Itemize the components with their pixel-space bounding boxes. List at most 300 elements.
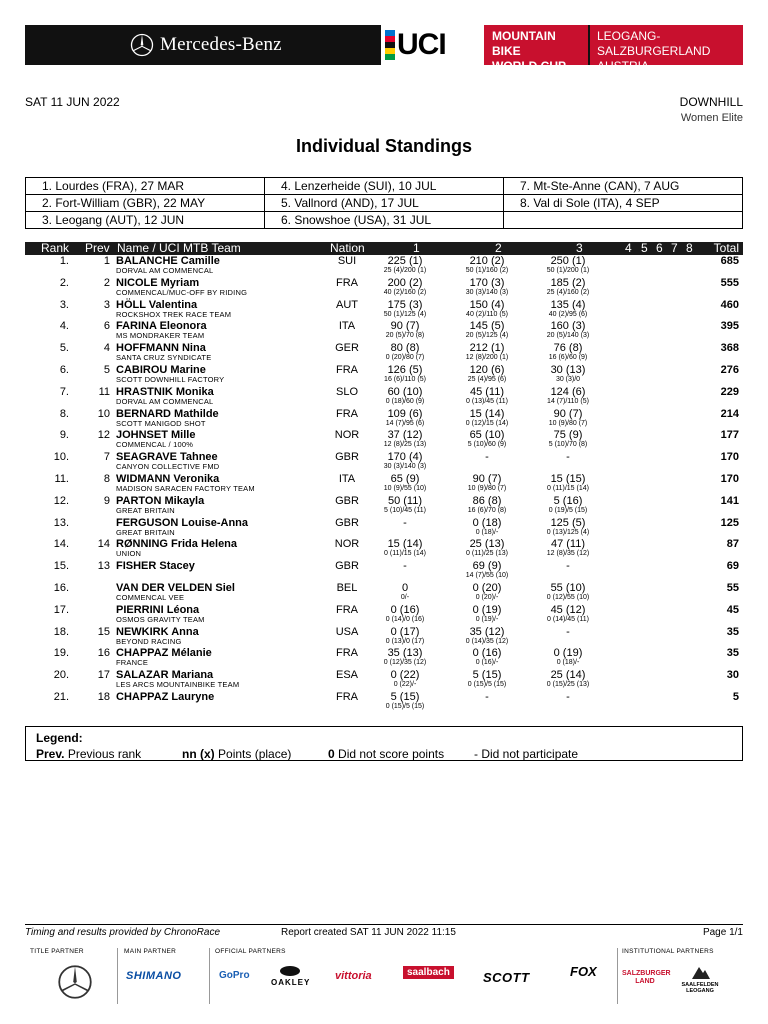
table-row (25, 647, 743, 669)
legend-prev (36, 747, 141, 761)
race2-detail: 10 (9)/80 (7) (467, 484, 507, 492)
rank-cell: 7. (59, 385, 69, 398)
race3-points: 47 (11) (550, 538, 586, 551)
team-name: DORVAL AM COMMENCAL (116, 266, 214, 275)
rider-name: RØNNING Frida Helena (116, 538, 238, 551)
table-row (25, 342, 743, 364)
race1-points: 50 (11) (387, 494, 423, 507)
race3-detail: 0 (12)/55 (10) (546, 593, 590, 601)
table-row (25, 626, 743, 648)
race1-points: 109 (6) (387, 407, 423, 420)
race2-detail: 50 (1)/160 (2) (465, 267, 509, 274)
table-row (25, 364, 743, 386)
race3-points: 250 (1) (550, 255, 586, 267)
table-row (25, 277, 743, 299)
race3-points: 25 (14) (550, 669, 586, 682)
nation-cell: FRA (336, 690, 358, 703)
race2-detail: 0 (11)/25 (13) (466, 550, 508, 558)
table-row (25, 408, 743, 430)
rank-cell: 17. (53, 603, 69, 616)
race3-detail: 12 (8)/35 (12) (546, 550, 590, 558)
rider-name: FERGUSON Louise-Anna (116, 516, 249, 529)
footer-report: Report created SAT 11 JUN 2022 11:15 (281, 927, 456, 938)
nation-cell: FRA (336, 363, 358, 376)
rider-name: BERNARD Mathilde (116, 407, 219, 420)
rider-name: HOFFMANN Nina (116, 342, 206, 355)
gopro-logo: GoPro (219, 970, 250, 981)
prev-rank-cell: 10 (97, 407, 110, 420)
table-row (25, 517, 743, 539)
col-race5-header: 5 (641, 241, 648, 255)
rank-cell: 19. (53, 647, 69, 660)
total-points: 55 (726, 581, 739, 594)
footer-page: Page 1/1 (702, 927, 743, 938)
race2-detail: 0 (18)/- (475, 528, 499, 536)
race1-detail: 0 (14)/0 (16) (385, 615, 425, 623)
series-line-1: MOUNTAIN BIKE (492, 29, 556, 58)
race2-points: 69 (9) (472, 560, 502, 573)
team-name: COMMENCAL/MUC-OFF BY RIDING (116, 287, 248, 297)
saalfelden-mountain-icon (691, 964, 711, 980)
col-race6-header: 6 (656, 241, 663, 255)
nation-cell: BEL (336, 581, 358, 594)
rank-cell: 10. (53, 451, 69, 464)
race2-points: 0 (19) (472, 603, 502, 616)
nation-cell: ITA (338, 320, 356, 333)
rank-cell: 18. (53, 625, 69, 638)
race1-points: 225 (1) (387, 255, 423, 267)
race3-detail: 0 (19)/5 (15) (548, 506, 588, 514)
team-name: SCOTT DOWNHILL FACTORY (116, 374, 225, 384)
standings-rows (25, 255, 743, 713)
race3-points: 15 (15) (550, 472, 586, 485)
race1-points: 0 (16) (390, 603, 420, 616)
race2-points: 15 (14) (469, 407, 505, 420)
col-race3-header: 3 (576, 241, 583, 255)
race2-detail: 0 (14)/35 (12) (465, 637, 509, 645)
rider-name: HÖLL Valentina (116, 298, 198, 311)
race1-detail: 40 (2)/160 (2) (383, 288, 427, 296)
race-cell: 1. Lourdes (FRA), 27 MAR (26, 178, 265, 195)
race1-points: 0 (401, 581, 409, 594)
rider-name: BALANCHE Camille (116, 255, 220, 267)
team-name: LES ARCS MOUNTAINBIKE TEAM (116, 680, 240, 690)
race-cell: 8. Val di Sole (ITA), 4 SEP (504, 195, 743, 212)
race3-detail: 0 (11)/15 (14) (547, 484, 589, 492)
team-name: MS MONDRAKER TEAM (116, 331, 205, 341)
legend-zero (328, 747, 444, 761)
prev-rank-cell: 3 (103, 298, 110, 311)
table-row (25, 299, 743, 321)
col-race8-header: 8 (686, 241, 693, 255)
legend-dash: - Did not participate (474, 747, 579, 761)
race3-points: 90 (7) (553, 407, 583, 420)
rider-name: PIERRINI Léona (116, 603, 200, 616)
race1-points: - (403, 516, 407, 529)
nation-cell: FRA (336, 276, 358, 289)
total-points: 685 (720, 255, 739, 267)
race3-points: 0 (19) (553, 647, 583, 660)
prev-rank-cell: 16 (97, 647, 110, 660)
legend-points-key: nn (x) (182, 747, 215, 761)
rider-name: CABIROU Marine (116, 363, 206, 376)
nation-cell: SLO (335, 385, 358, 398)
table-row (25, 473, 743, 495)
col-rank-header: Rank (41, 241, 70, 255)
race3-points: 124 (6) (550, 385, 586, 398)
race1-detail: 12 (8)/25 (13) (383, 441, 427, 449)
saalfelden-logo: SAALFELDEN LEOGANG (681, 982, 719, 994)
race2-detail: 16 (6)/70 (8) (467, 506, 507, 514)
race-calendar-row (26, 195, 743, 212)
race2-detail: 0 (19)/- (475, 615, 499, 623)
institutional-partners-label: INSTITUTIONAL PARTNERS (622, 948, 714, 955)
total-points: 35 (726, 647, 739, 660)
prev-rank-cell: 4 (103, 342, 110, 355)
race-calendar-table (25, 177, 743, 229)
race3-detail: 25 (4)/160 (2) (546, 288, 590, 296)
col-race1-header: 1 (413, 241, 420, 255)
venue-line-1: LEOGANG-SALZBURGERLAND (597, 29, 711, 58)
rank-cell: 12. (53, 494, 69, 507)
oakley-logo: OAKLEY (271, 978, 311, 987)
col-race7-header: 7 (671, 241, 678, 255)
race2-points: 35 (12) (469, 625, 505, 638)
race1-points: 35 (13) (387, 647, 423, 660)
title-partner-label: TITLE PARTNER (30, 948, 84, 955)
total-points: 460 (720, 298, 739, 311)
race3-points: - (566, 625, 570, 638)
race1-detail: 5 (10)/45 (11) (384, 506, 426, 514)
race2-points: - (485, 690, 489, 703)
total-points: 87 (726, 538, 739, 551)
race1-detail: 0 (20)/80 (7) (385, 354, 425, 362)
sponsor-name: Mercedes-Benz (160, 34, 282, 55)
race1-detail: 0 (13)/0 (17) (385, 637, 425, 645)
category: Women Elite (680, 112, 743, 124)
race1-points: 0 (22) (390, 669, 420, 682)
rider-name: NICOLE Myriam (116, 276, 200, 289)
prev-rank-cell: 6 (103, 320, 110, 333)
saalbach-logo: saalbach (403, 966, 454, 979)
race-cell: 5. Vallnord (AND), 17 JUL (265, 195, 504, 212)
race3-points: 45 (12) (550, 603, 586, 616)
col-prev-header: Prev (85, 241, 110, 255)
team-name: DORVAL AM COMMENCAL (116, 396, 214, 406)
rank-cell: 20. (53, 669, 69, 682)
col-nation-header: Nation (330, 241, 365, 255)
race1-detail: 0 (22)/- (393, 681, 417, 689)
nation-cell: GBR (335, 560, 359, 573)
race2-detail: 20 (5)/125 (4) (465, 332, 509, 340)
rank-cell: 3. (59, 298, 69, 311)
table-row (25, 320, 743, 342)
prev-rank-cell: 17 (97, 669, 110, 682)
rider-name: FISHER Stacey (116, 560, 195, 573)
nation-cell: FRA (336, 407, 358, 420)
race2-points: 145 (5) (469, 320, 505, 333)
race1-points: 80 (8) (390, 342, 420, 355)
team-name: GREAT BRITAIN (116, 527, 175, 537)
race1-detail: 50 (1)/125 (4) (383, 310, 427, 318)
rank-cell: 15. (53, 560, 69, 573)
table-row (25, 495, 743, 517)
rank-cell: 16. (53, 581, 69, 594)
prev-rank-cell: 12 (97, 429, 110, 442)
race-calendar-row (26, 212, 743, 229)
race3-points: 76 (8) (553, 342, 583, 355)
race2-points: 5 (15) (472, 669, 502, 682)
nation-cell: GBR (335, 451, 359, 464)
total-points: 141 (720, 494, 739, 507)
total-points: 170 (720, 451, 739, 464)
total-points: 45 (726, 603, 739, 616)
race1-points: - (403, 560, 407, 573)
team-name: COMMENCAL / 100% (116, 440, 194, 450)
rank-cell: 2. (59, 276, 69, 289)
race-cell: 3. Leogang (AUT), 12 JUN (26, 212, 265, 229)
race3-detail: 20 (5)/140 (3) (546, 332, 590, 340)
race-calendar-row (26, 178, 743, 195)
race-cell: 6. Snowshoe (USA), 31 JUL (265, 212, 504, 229)
rank-cell: 11. (54, 472, 69, 485)
oakley-ellipse-icon (279, 965, 301, 977)
race3-detail: 50 (1)/200 (1) (546, 267, 590, 274)
race3-detail: 14 (7)/110 (5) (547, 397, 589, 405)
team-name: COMMENCAL VEE (116, 592, 185, 602)
race1-detail: 10 (9)/55 (10) (383, 484, 427, 492)
total-points: 214 (720, 407, 739, 420)
race-cell: 2. Fort-William (GBR), 22 MAY (26, 195, 265, 212)
mercedes-logo (130, 31, 282, 59)
race1-points: 0 (17) (390, 625, 420, 638)
footer-divider (25, 924, 743, 925)
rank-cell: 13. (53, 516, 69, 529)
race2-detail: 30 (3)/140 (3) (465, 288, 509, 296)
nation-cell: FRA (336, 603, 358, 616)
race3-detail: 0 (15)/25 (13) (546, 681, 590, 689)
race3-detail: 10 (9)/80 (7) (548, 419, 588, 427)
race-cell: 7. Mt-Ste-Anne (CAN), 7 AUG (504, 178, 743, 195)
col-race2-header: 2 (495, 241, 502, 255)
total-points: 30 (726, 669, 739, 682)
team-name: BEYOND RACING (116, 636, 182, 646)
nation-cell: AUT (336, 298, 358, 311)
race2-points: 0 (18) (472, 516, 502, 529)
main-partner-label: MAIN PARTNER (124, 948, 177, 955)
race2-points: 65 (10) (469, 429, 505, 442)
nation-cell: NOR (334, 538, 360, 551)
prev-rank-cell: 11 (98, 385, 110, 398)
race3-detail: 30 (3)/0 (555, 375, 581, 383)
table-row (25, 691, 743, 713)
race2-points: 170 (3) (469, 276, 505, 289)
race3-points: 185 (2) (550, 276, 586, 289)
team-name: MADISON SARACEN FACTORY TEAM (116, 483, 255, 493)
table-row (25, 451, 743, 473)
prev-rank-cell: 15 (97, 625, 110, 638)
rider-name: SALAZAR Mariana (116, 669, 214, 682)
race1-detail: 20 (5)/70 (8) (385, 332, 425, 340)
standings-table (25, 242, 743, 713)
rider-name: PARTON Mikayla (116, 494, 205, 507)
legend-zero-text: Did not score points (338, 747, 445, 761)
race3-points: 55 (10) (550, 581, 586, 594)
prev-rank-cell: 18 (97, 690, 110, 703)
total-points: 395 (720, 320, 739, 333)
mercedes-star-icon (130, 33, 154, 57)
series-line-2: WORLD CUP (492, 59, 566, 73)
table-row (25, 429, 743, 451)
race2-points: 0 (20) (472, 581, 502, 594)
table-row (25, 538, 743, 560)
prev-rank-cell: 5 (103, 363, 110, 376)
rider-name: NEWKIRK Anna (116, 625, 199, 638)
team-name: SANTA CRUZ SYNDICATE (116, 353, 212, 363)
race1-points: 90 (7) (390, 320, 420, 333)
race1-points: 175 (3) (387, 298, 423, 311)
legend-items (36, 747, 732, 761)
rank-cell: 14. (53, 538, 69, 551)
race3-detail: 16 (6)/60 (9) (548, 354, 588, 362)
total-points: 5 (732, 690, 739, 703)
legend-prev-key: Prev. (36, 747, 65, 761)
legend-zero-key: 0 (328, 747, 335, 761)
rider-name: CHAPPAZ Mélanie (116, 647, 212, 660)
rider-name: FARINA Eleonora (116, 320, 207, 333)
race-cell: 4. Lenzerheide (SUI), 10 JUL (265, 178, 504, 195)
world-cup-label (484, 25, 588, 73)
partner-separator (117, 948, 118, 1004)
race3-points: - (566, 690, 570, 703)
total-points: 555 (720, 276, 739, 289)
prev-rank-cell: 9 (103, 494, 110, 507)
race1-points: 200 (2) (387, 276, 423, 289)
nation-cell: USA (335, 625, 359, 638)
total-points: 170 (720, 472, 739, 485)
rank-cell: 8. (59, 407, 69, 420)
race2-points: - (485, 451, 489, 464)
nation-cell: ESA (335, 669, 358, 682)
rider-name: SEAGRAVE Tahnee (116, 451, 218, 464)
salzburger-land-logo: SALZBURGER LAND (622, 970, 671, 985)
team-name: FRANCE (116, 658, 149, 668)
race2-detail: 0 (12)/15 (14) (465, 419, 509, 427)
race1-detail: 14 (7)/95 (6) (385, 419, 425, 427)
race2-detail: 25 (4)/95 (6) (467, 375, 507, 383)
team-name: OSMOS GRAVITY TEAM (116, 614, 205, 624)
race1-detail: 16 (6)/110 (5) (384, 375, 426, 383)
race1-points: 65 (9) (390, 472, 420, 485)
team-name: ROCKSHOX TREK RACE TEAM (116, 309, 232, 319)
race2-detail: 40 (2)/110 (5) (466, 310, 508, 318)
nation-cell: ITA (338, 472, 356, 485)
total-points: 125 (720, 516, 739, 529)
race-cell (504, 212, 743, 229)
table-row (25, 582, 743, 604)
race2-detail: 12 (8)/200 (1) (465, 354, 509, 362)
scott-logo: SCOTT (483, 970, 530, 985)
race3-points: 30 (13) (550, 363, 586, 376)
venue-line-2: AUSTRIA (597, 59, 650, 73)
race3-points: 160 (3) (550, 320, 586, 333)
race2-points: 150 (4) (469, 298, 505, 311)
race3-points: 5 (16) (553, 494, 583, 507)
rider-name: WIDMANN Veronika (116, 472, 220, 485)
partner-separator (617, 948, 618, 1004)
nation-cell: FRA (336, 647, 358, 660)
prev-rank-cell: 7 (103, 451, 110, 464)
shimano-logo: SHIMANO (126, 970, 182, 982)
total-points: 69 (726, 560, 739, 573)
prev-rank-cell: 14 (97, 538, 110, 551)
uci-logo (381, 25, 484, 65)
race1-points: 170 (4) (387, 451, 423, 464)
race2-points: 0 (16) (472, 647, 502, 660)
race2-detail: 0 (20)/- (475, 593, 499, 601)
rider-name: HRASTNIK Monika (116, 385, 214, 398)
rank-cell: 1. (59, 255, 69, 267)
rank-cell: 5. (59, 342, 69, 355)
col-total-header: Total (713, 241, 739, 255)
race2-detail: 0 (13)/45 (11) (466, 397, 508, 405)
team-name: CANYON COLLECTIVE FMD (116, 462, 220, 472)
race1-detail: 0 (18)/60 (9) (385, 397, 425, 405)
col-race4-header: 4 (625, 241, 632, 255)
legend-points-text: Points (place) (218, 747, 292, 761)
official-partners-label: OFFICIAL PARTNERS (215, 948, 286, 955)
race3-points: 135 (4) (550, 298, 586, 311)
rank-cell: 21. (53, 690, 69, 703)
prev-rank-cell: 1 (103, 255, 110, 267)
legend (25, 726, 743, 761)
race2-points: 210 (2) (469, 255, 505, 267)
prev-rank-cell: 8 (103, 472, 110, 485)
rider-name: VAN DER VELDEN Siel (116, 581, 235, 594)
race1-points: 60 (10) (387, 385, 423, 398)
total-points: 276 (720, 363, 739, 376)
nation-cell: GBR (335, 494, 359, 507)
race3-points: - (566, 560, 570, 573)
race1-detail: 25 (4)/200 (1) (383, 267, 427, 274)
table-row (25, 255, 743, 277)
uci-text: UCI (397, 28, 446, 61)
race2-detail: 0 (15)/5 (15) (467, 681, 507, 689)
rider-name: CHAPPAZ Lauryne (116, 690, 215, 703)
race2-points: 25 (13) (469, 538, 505, 551)
nation-cell: SUI (337, 255, 357, 267)
total-points: 229 (720, 385, 739, 398)
prev-rank-cell: 13 (97, 560, 110, 573)
table-row (25, 560, 743, 582)
race1-detail: 30 (3)/140 (3) (383, 463, 427, 471)
race2-detail: 14 (7)/55 (10) (465, 572, 509, 580)
rank-cell: 9. (59, 429, 69, 442)
partners-strip (25, 948, 743, 1008)
team-name: UNION (116, 549, 142, 559)
race2-points: 86 (8) (472, 494, 502, 507)
race3-points: - (566, 451, 570, 464)
race2-points: 90 (7) (472, 472, 502, 485)
total-points: 177 (720, 429, 739, 442)
nation-cell: GBR (335, 516, 359, 529)
event-date: SAT 11 JUN 2022 (25, 95, 120, 109)
table-row (25, 669, 743, 691)
table-row (25, 604, 743, 626)
race1-detail: 0/- (400, 593, 410, 601)
discipline: DOWNHILL (679, 95, 743, 109)
race3-detail: 0 (14)/45 (11) (547, 615, 589, 623)
